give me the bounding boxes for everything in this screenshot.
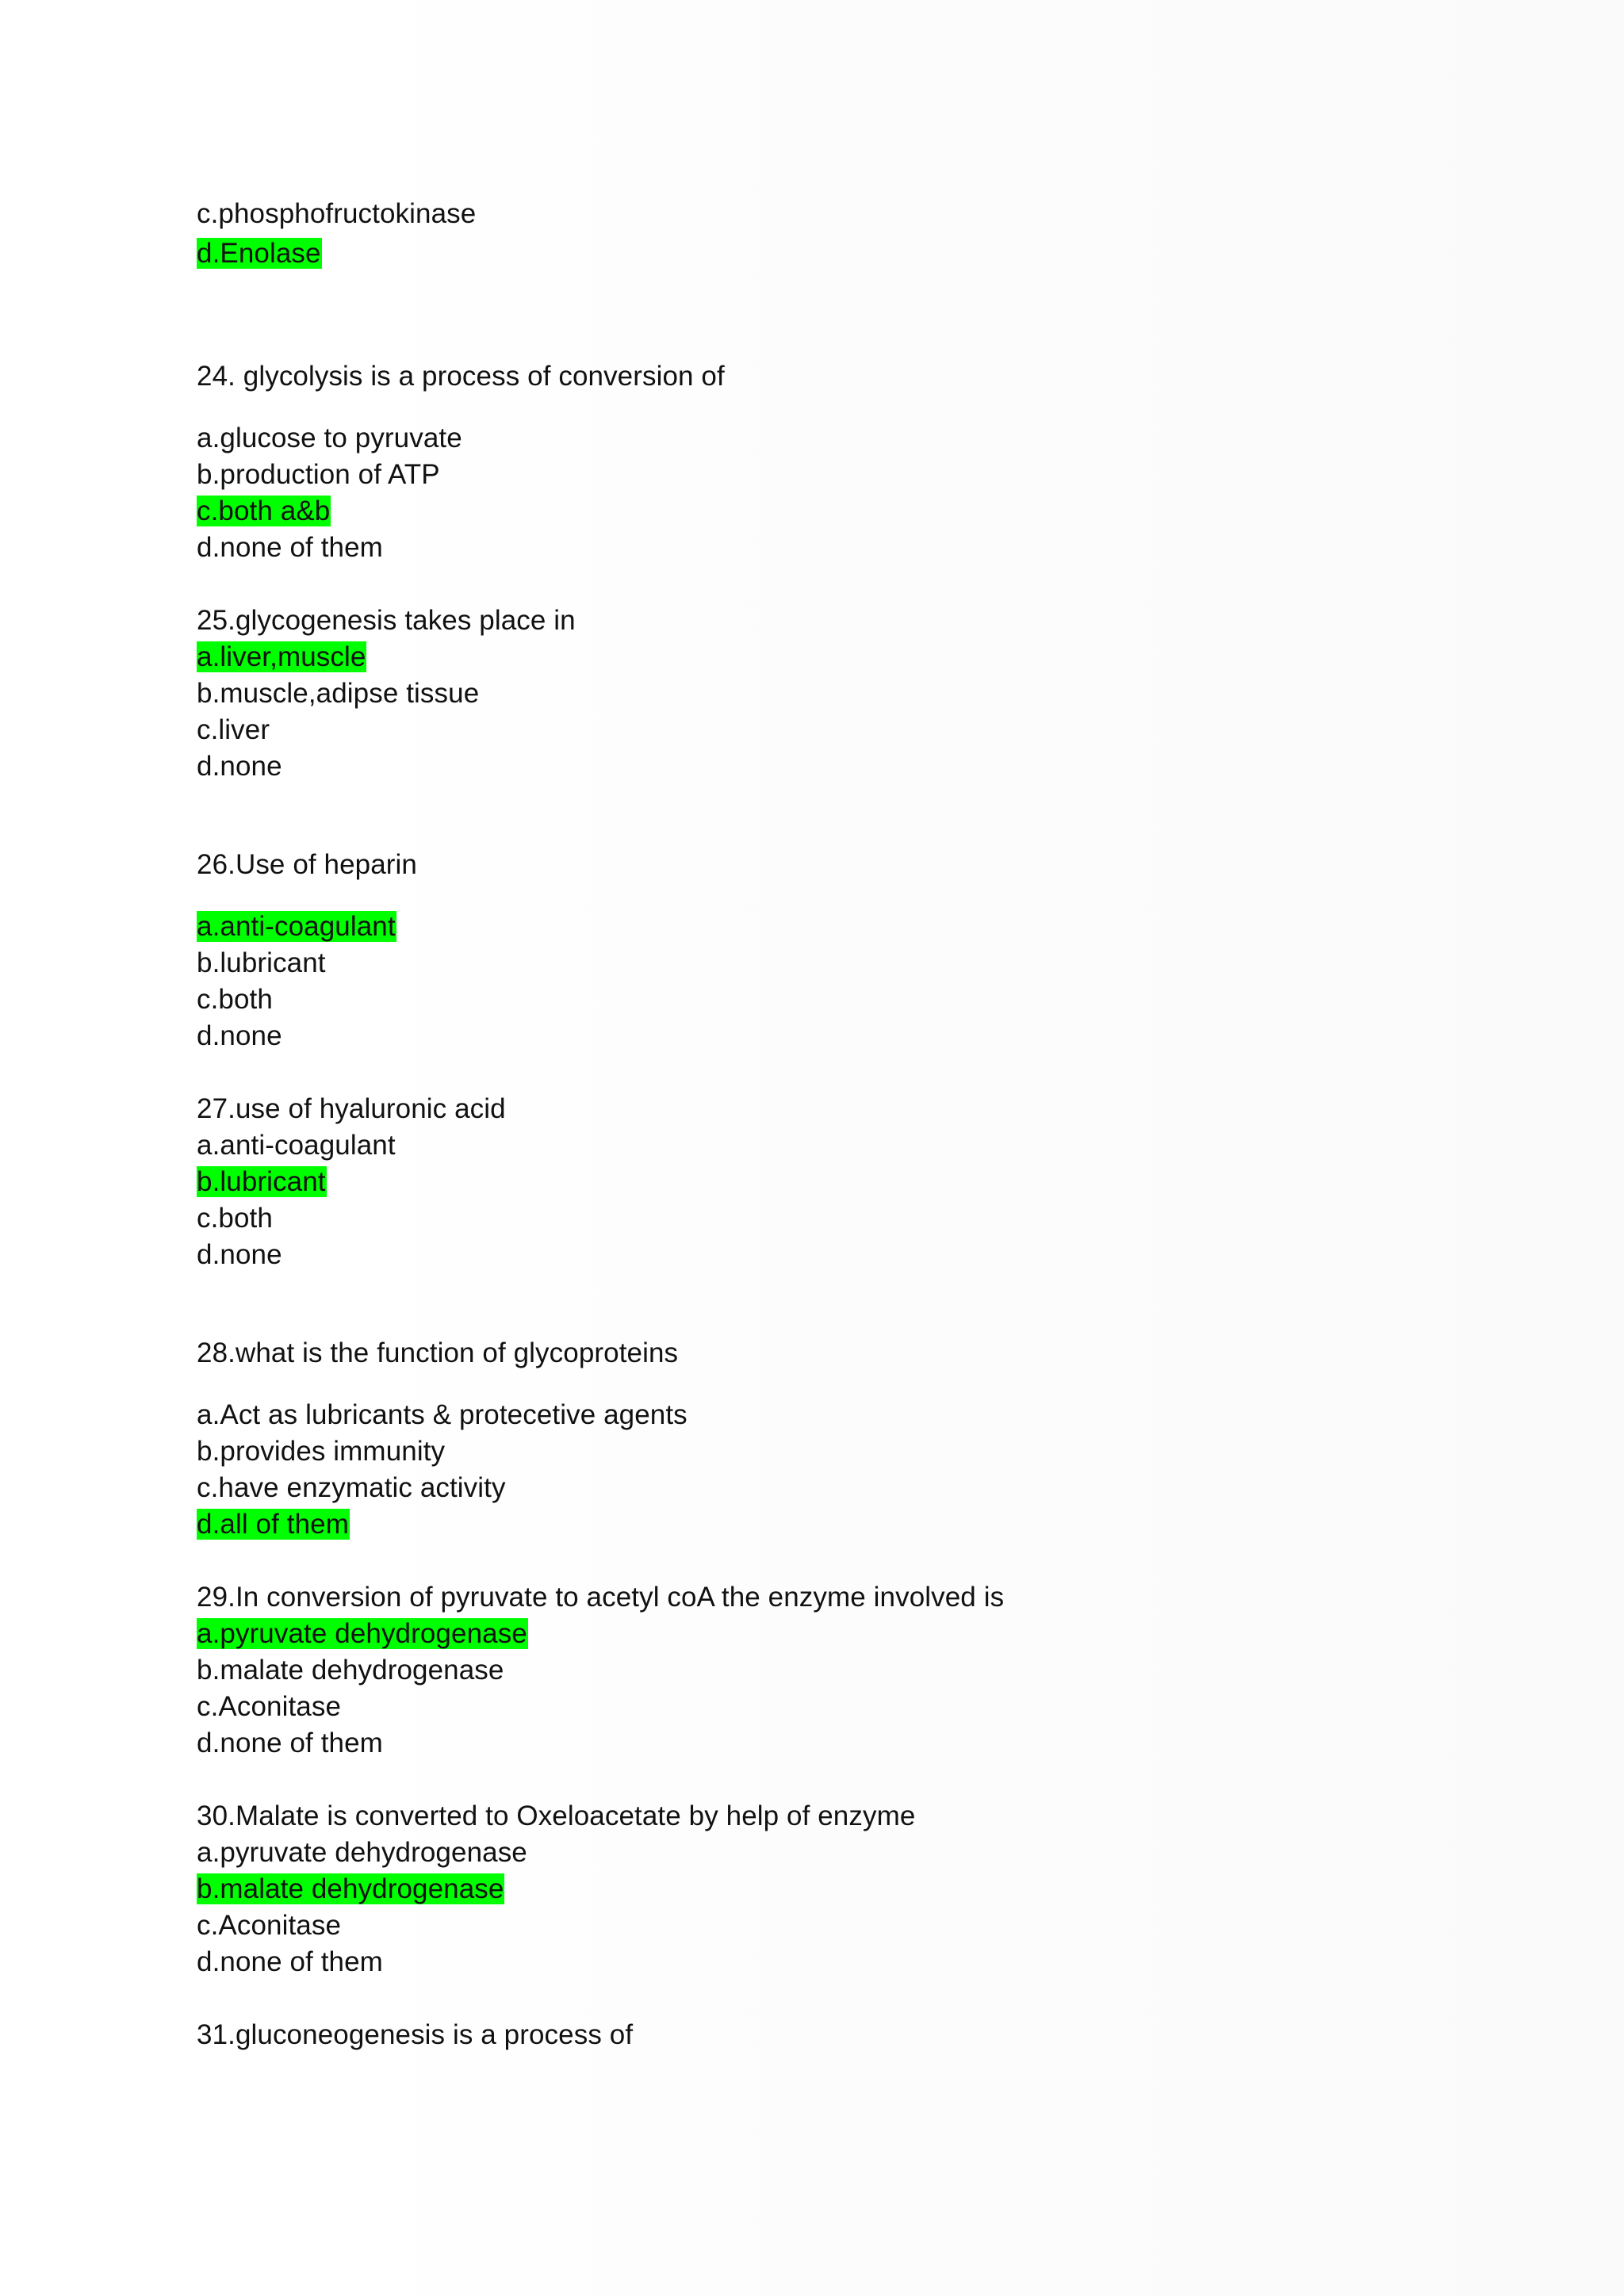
- option-text: d.none of them: [197, 1946, 383, 1977]
- option-text: b.provides immunity: [197, 1436, 446, 1467]
- option-text: d.none: [197, 1020, 282, 1051]
- correct-option: d.Enolase: [197, 238, 321, 269]
- question-text: 27.use of hyaluronic acid: [197, 1093, 506, 1124]
- correct-option: c.both a&b: [197, 496, 331, 526]
- option-text: c.Aconitase: [197, 1910, 342, 1941]
- option-text: a.Act as lubricants & protecetive agents: [197, 1399, 688, 1430]
- option-text: c.have enzymatic activity: [197, 1472, 506, 1503]
- question-text: 24. glycolysis is a process of conversion of: [197, 361, 725, 392]
- option-text: c.phosphofructokinase: [197, 198, 477, 229]
- correct-option: d.all of them: [197, 1509, 349, 1540]
- option-text: a.glucose to pyruvate: [197, 423, 462, 453]
- question-text: 26.Use of heparin: [197, 849, 417, 880]
- option-text: c.liver: [197, 714, 270, 745]
- correct-option: a.pyruvate dehydrogenase: [197, 1618, 527, 1649]
- correct-option: a.anti-coagulant: [197, 911, 396, 942]
- correct-option: b.malate dehydrogenase: [197, 1873, 504, 1904]
- option-text: b.lubricant: [197, 947, 326, 978]
- question-text: 29.In conversion of pyruvate to acetyl coA the enzyme involved is: [197, 1582, 1005, 1613]
- option-text: d.none: [197, 1239, 282, 1270]
- option-text: b.muscle,adipse tissue: [197, 678, 480, 709]
- question-text: 25.glycogenesis takes place in: [197, 605, 576, 636]
- option-text: c.both: [197, 1203, 273, 1234]
- option-text: c.both: [197, 984, 273, 1015]
- option-text: b.malate dehydrogenase: [197, 1655, 504, 1686]
- option-text: a.pyruvate dehydrogenase: [197, 1837, 527, 1868]
- correct-option: b.lubricant: [197, 1166, 326, 1197]
- question-text: 30.Malate is converted to Oxeloacetate by help of enzyme: [197, 1800, 916, 1831]
- option-text: d.none: [197, 751, 282, 782]
- correct-option: a.liver,muscle: [197, 641, 366, 672]
- option-text: a.anti-coagulant: [197, 1130, 396, 1161]
- option-text: b.production of ATP: [197, 459, 440, 490]
- question-text: 28.what is the function of glycoproteins: [197, 1337, 679, 1368]
- option-text: c.Aconitase: [197, 1691, 342, 1722]
- option-text: d.none of them: [197, 532, 383, 563]
- option-text: d.none of them: [197, 1728, 383, 1758]
- question-text: 31.gluconeogenesis is a process of: [197, 2019, 634, 2050]
